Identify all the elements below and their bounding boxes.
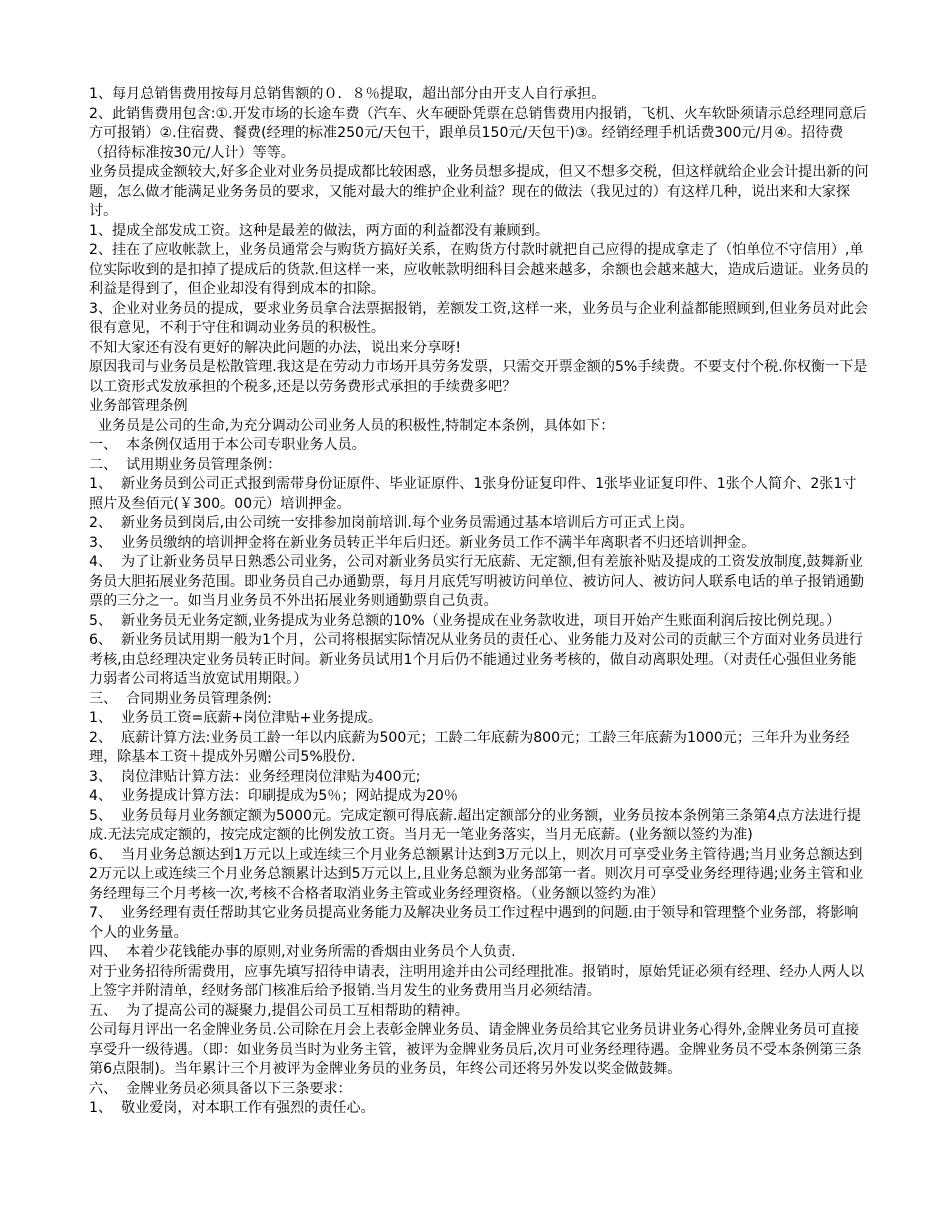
list-item: 1、 新业务员到公司正式报到需带身份证原件、毕业证原件、1张身份证复印件、1张毕业证复印件、1张个人简介、2张1寸照片及叁佰元(￥300。00元）培训押金。 xyxy=(89,476,857,512)
paragraph: 1、每月总销售费用按每月总销售额的０．８％提取，超出部分由开支人自行承担。 xyxy=(89,86,606,102)
list-item: 4、 业务提成计算方法：印刷提成为5％；网站提成为20％ xyxy=(89,788,458,804)
list-item: 2、 底薪计算方法:业务员工龄一年以内底薪为500元；工龄二年底薪为800元；工龄三年底薪为1000元；三年升为业务经理，除基本工资＋提成外另赠公司5%股份. xyxy=(89,729,850,765)
list-item: 5、 业务员每月业务额定额为5000元。完成定额可得底薪.超出定额部分的业务额，业务员按本条例第三条第4点方法进行提成.无法完成定额的，按完成定额的比例发放工资。当月无一笔业务落实，当月无底薪。(业务额以签约为准) xyxy=(89,807,861,843)
section-title: 业务部管理条例 xyxy=(89,398,188,414)
list-item: 3、 业务员缴纳的培训押金将在新业务员转正半年后归还。新业务员工作不满半年离职者不归还培训押金。 xyxy=(89,534,756,551)
paragraph: 2、此销售费用包含:①.开发市场的长途车费（汽车、火车硬卧凭票在总销售费用内报销，飞机、火车软卧须请示总经理同意后方可报销）②.住宿费、餐费(经理的标准250元/天包干，跟单员150元/天包干)③。经销经理手机话费300元/月④。招待费（招待标准按30元/人计）等等。 xyxy=(89,105,867,161)
list-item: 6、 当月业务总额达到1万元以上或连续三个月业务总额累计达到3万元以上，则次月可享受业务主管待遇;当月业务总额达到2万元以上或连续三个月业务总额累计达到5万元以上,且业务总额为业务部第一者。则次月可享受业务经理待遇;业务主管和业务经理每三个月考核一次,考核不合格者取消业务主管或业务经理资格。（业务额以签约为准） xyxy=(89,846,864,902)
paragraph: 不知大家还有没有更好的解决此问题的办法，说出来分享呀! xyxy=(89,339,462,356)
list-item: 6、 新业务员试用期一般为1个月，公司将根据实际情况从业务员的责任心、业务能力及对公司的贡献三个方面对业务员进行考核,由总经理决定业务员转正时间。新业务员试用1个月后仍不能通过业务考核的，做自动离职处理。（对责任心强但业务能力弱者公司将适当放宽试用期限。） xyxy=(89,632,863,687)
section-heading: 一、 本条例仅适用于本公司专职业务人员。 xyxy=(89,437,366,453)
section-heading: 五、 为了提高公司的凝聚力,提倡公司员工互相帮助的精神。 xyxy=(89,1002,469,1019)
section-heading: 六、 金牌业务员必须具备以下三条要求： xyxy=(89,1080,352,1097)
paragraph: 原因我司与业务员是松散管理.我这是在劳动力市场开具劳务发票，只需交开票金额的5%手续费。不要支付个税.你权衡一下是以工资形式发放承担的个税多,还是以劳务费形式承担的手续费多吧？ xyxy=(89,359,868,395)
section-heading: 四、 本着少花钱能办事的原则,对业务所需的香烟由业务员个人负责. xyxy=(89,944,516,960)
list-item: 2、 新业务员到岗后,由公司统一安排参加岗前培训.每个业务员需通过基本培训后方可正式上岗。 xyxy=(89,515,694,531)
section-heading: 二、 试用期业务员管理条例： xyxy=(89,456,282,473)
paragraph: 业务员提成金额较大,好多企业对业务员提成都比较困惑，业务员想多提成，但又不想多交税，但这样就给企业会计提出新的问题，怎么做才能满足业务务员的要求，又能对最大的维护企业利益？现在的做法（我见过的）有这样几种，说出来和大家探讨。 xyxy=(89,164,869,219)
paragraph: 2、挂在了应收帐款上，业务员通常会与购货方搞好关系，在购货方付款时就把自己应得的提成拿走了（怕单位不守信用）,单位实际收到的是扣掉了提成后的货款.但这样一来，应收帐款明细科目会越来越多，余额也会越来越大，造成后遗证。业务员的利益是得到了，但企业却没有得到成本的扣除。 xyxy=(89,242,869,297)
paragraph: 公司每月评出一名金牌业务员.公司除在月会上表彰金牌业务员、请金牌业务员给其它业务员讲业务心得外,金牌业务员可直接享受升一级待遇。（即：如业务员当时为业务主管，被评为金牌业务员后,次月可业务经理待遇。金牌业务员不受本条例第三条第6点限制)。当年累计三个月被评为金牌业务员的业务员，年终公司还将另外发以奖金做鼓舞。 xyxy=(89,1022,862,1077)
list-item: 1、 敬业爱岗，对本职工作有强烈的责任心。 xyxy=(89,1100,375,1116)
list-item: 3、 岗位津贴计算方法：业务经理岗位津贴为400元; xyxy=(89,768,421,785)
list-item: 5、 新业务员无业务定额,业务提成为业务总额的10%（业务提成在业务款收进，项目开始产生账面利润后按比例兑现。） xyxy=(89,612,841,629)
paragraph: 业务员是公司的生命,为充分调动公司业务人员的积极性,特制定本条例，具体如下： xyxy=(89,417,615,434)
paragraph: 1、提成全部发成工资。这种是最差的做法，两方面的利益都没有兼顾到。 xyxy=(89,222,549,239)
paragraph: 3、企业对业务员的提成，要求业务员拿合法票据报销，差额发工资,这样一来，业务员与企业利益都能照顾到,但业务员对此会很有意见，不利于守住和调动业务员的积极性。 xyxy=(89,300,868,336)
list-item: 7、 业务经理有责任帮助其它业务员提高业务能力及解决业务员工作过程中遇到的问题.由于领导和管理整个业务部，将影响个人的业务量。 xyxy=(89,905,859,941)
section-heading: 三、 合同期业务员管理条例: xyxy=(89,690,272,707)
paragraph: 对于业务招待所需费用，应事先填写招待申请表，注明用途并由公司经理批准。报销时，原始凭证必须有经理、经办人两人以上签字并附清单，经财务部门核准后给予报销.当月发生的业务费用当月必须结清。 xyxy=(89,963,865,999)
list-item: 1、 业务员工资=底薪+岗位津贴+业务提成。 xyxy=(89,710,382,726)
document-body xyxy=(89,85,869,1119)
list-item: 4、 为了让新业务员早日熟悉公司业务，公司对新业务员实行无底薪、无定额,但有差旅补贴及提成的工资发放制度,鼓舞新业务员大胆拓展业务范围。即业务员自己办通勤票，每月月底凭写明被访问单位、被访问人、被访问人联系电话的单子报销通勤票的三分之一。如当月业务员不外出拓展业务则通勤票自己负责。 xyxy=(89,554,865,609)
